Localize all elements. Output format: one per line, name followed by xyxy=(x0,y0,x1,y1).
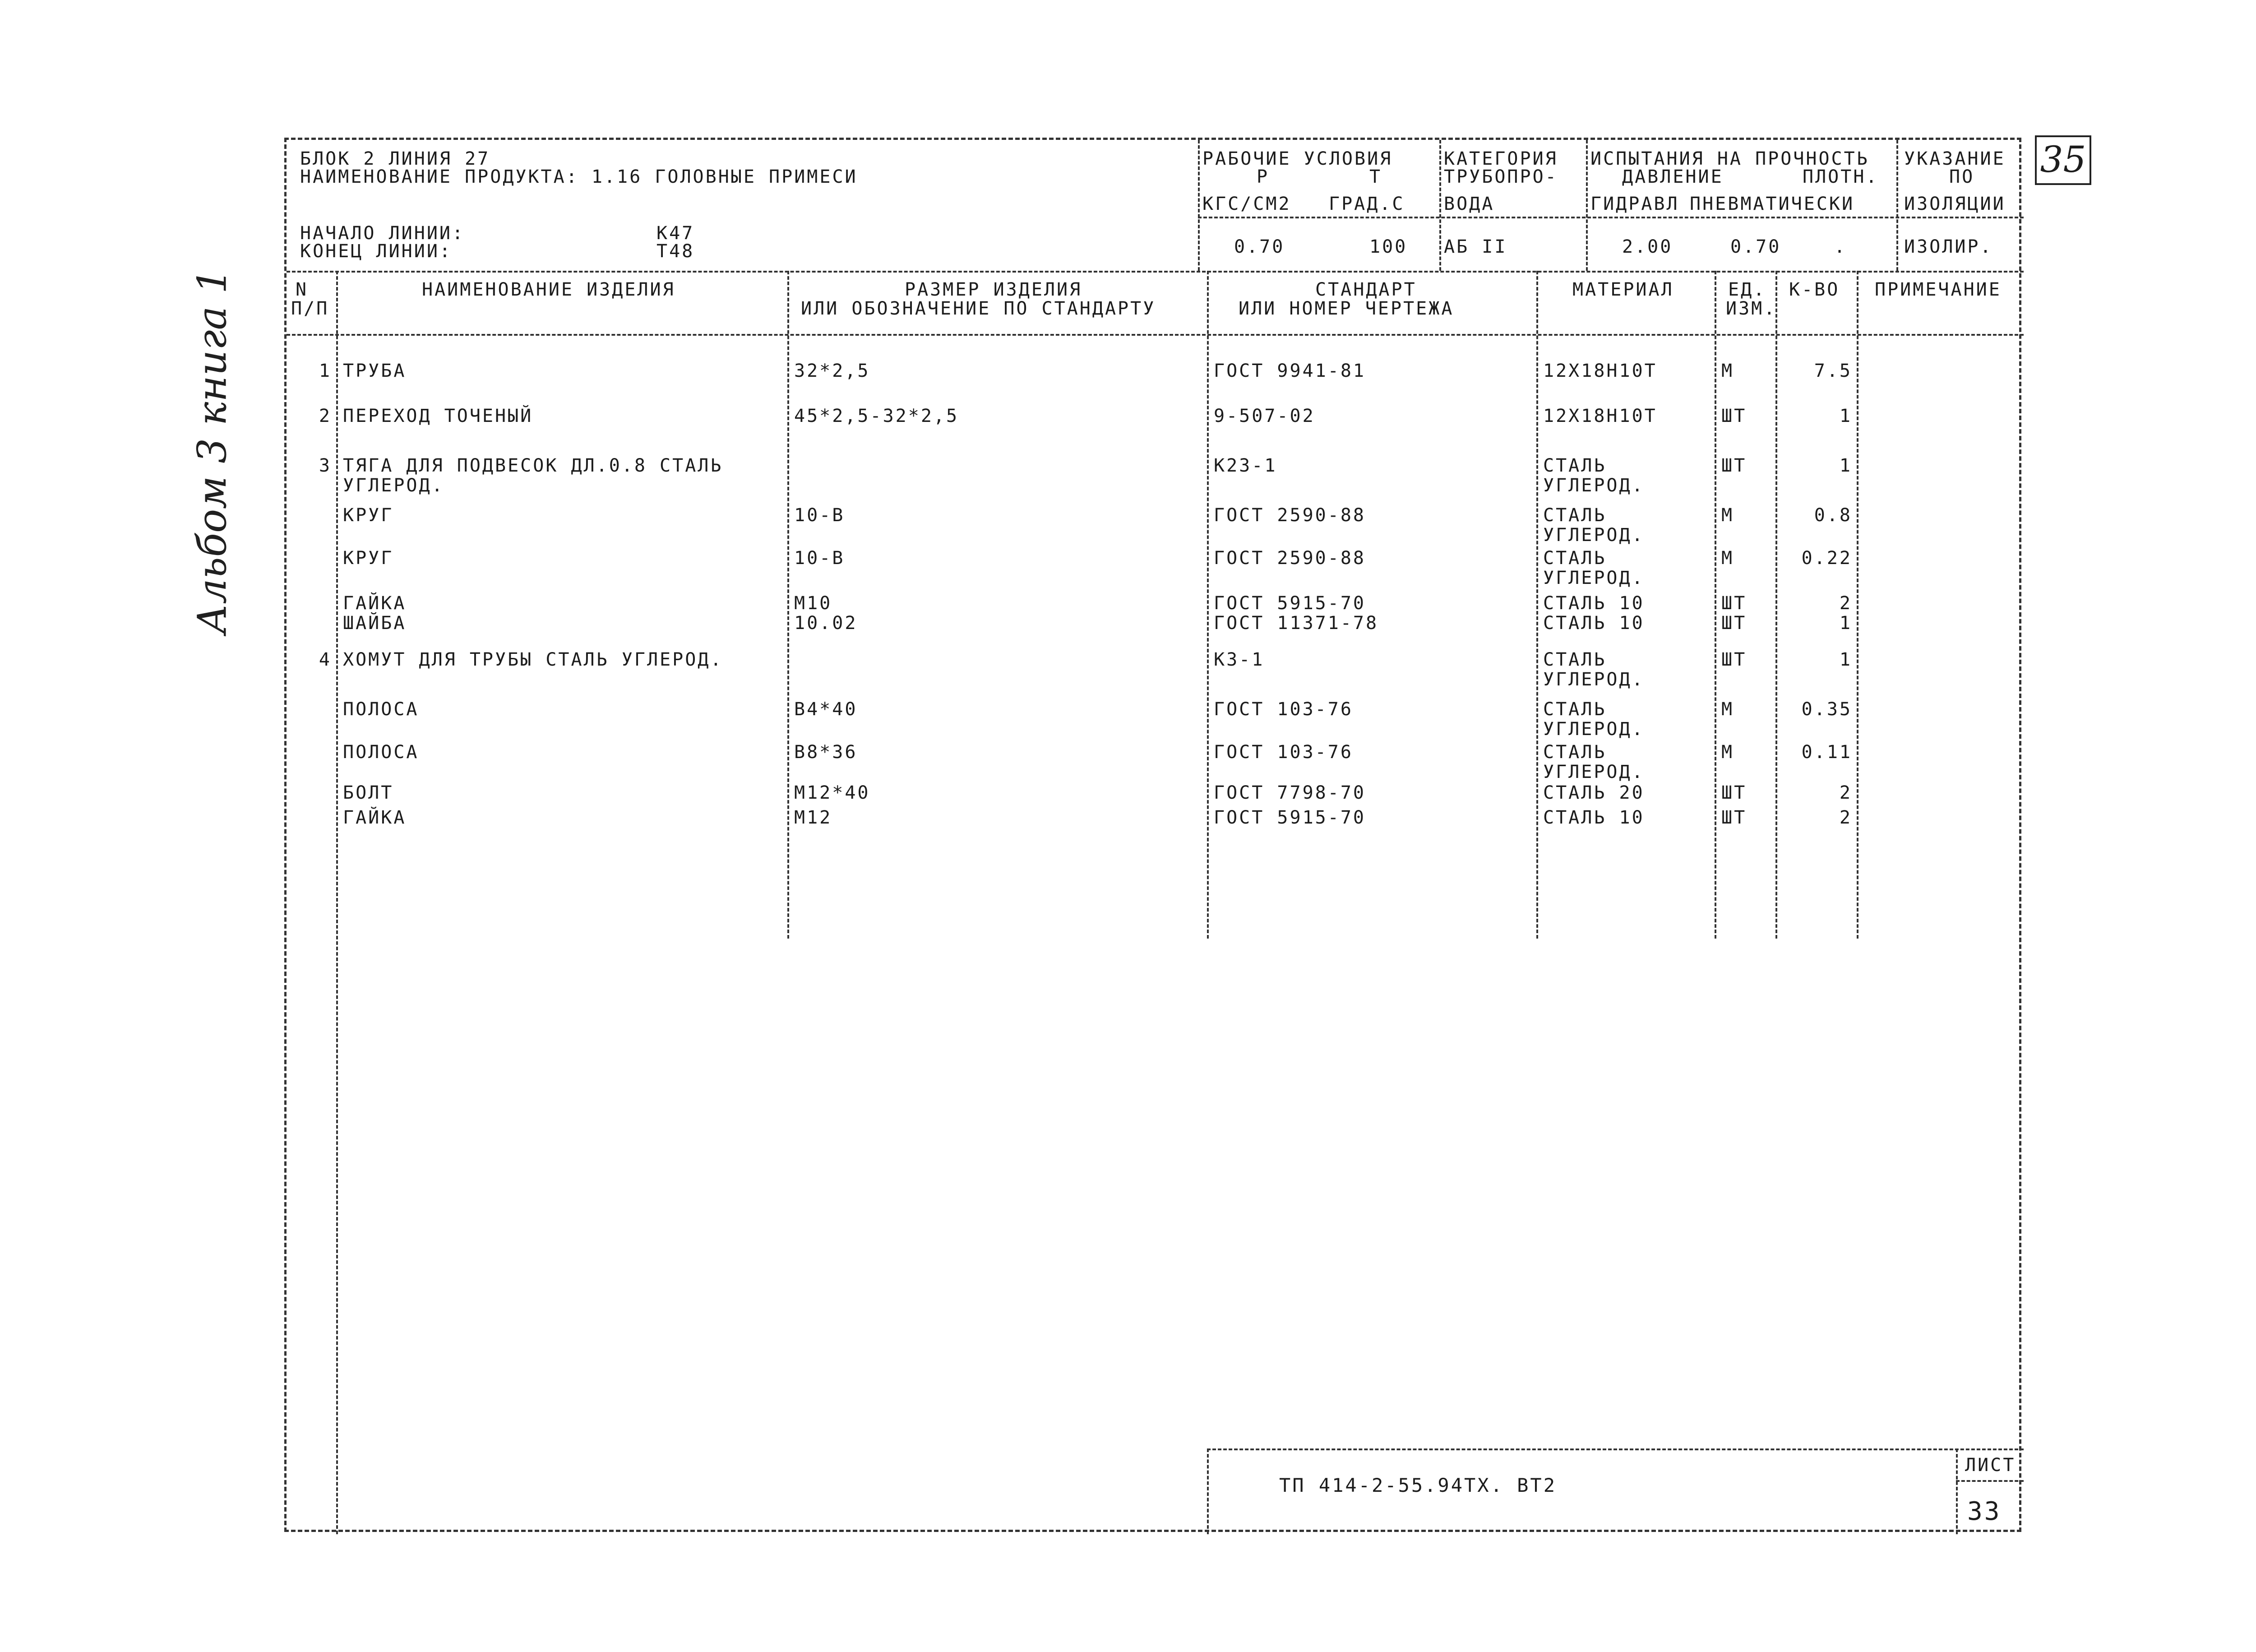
insulation-label-1: УКАЗАНИЕ xyxy=(1904,148,2006,169)
density-value: . xyxy=(1834,236,1847,257)
header-sep-3 xyxy=(1586,140,1588,271)
line-start-label: НАЧАЛО ЛИНИИ: xyxy=(300,223,465,244)
cell-unit: ШТ xyxy=(1721,782,1747,803)
cell-std: ГОСТ 2590-88 xyxy=(1214,548,1366,569)
cell-qty: 2 xyxy=(1839,807,1852,828)
insulation-value: ИЗОЛИР. xyxy=(1904,236,1993,257)
pneumatic-value: 0.70 xyxy=(1730,236,1781,257)
category-label-2: ТРУБОПРО- xyxy=(1444,167,1558,187)
cell-qty: 7.5 xyxy=(1814,361,1852,381)
table-row xyxy=(287,456,2024,499)
line-start-value: К47 xyxy=(656,223,695,244)
cell-unit: М xyxy=(1721,742,1734,763)
table-row xyxy=(287,593,2024,637)
cell-mat: СТАЛЬ 10 xyxy=(1543,807,1645,828)
block-line: БЛОК 2 ЛИНИЯ 27 xyxy=(300,148,490,169)
cell-name: ПОЛОСА xyxy=(343,699,419,720)
cell-size: В4*40 xyxy=(794,699,858,720)
cell-mat: СТАЛЬ УГЛЕРОД. xyxy=(1543,649,1645,690)
cell-unit: М xyxy=(1721,361,1734,381)
cell-qty: 1 xyxy=(1839,406,1852,426)
cell-qty: 0.35 xyxy=(1801,699,1852,720)
table-row xyxy=(287,699,2024,743)
test-label-3: ПЛОТН. xyxy=(1803,167,1879,187)
cell-std: ГОСТ 2590-88 xyxy=(1214,505,1366,526)
cell-size: 32*2,5 xyxy=(794,361,870,381)
table-row xyxy=(287,650,2024,693)
col-std-1: СТАНДАРТ xyxy=(1315,279,1417,300)
working-conditions: РАБОЧИЕ УСЛОВИЯ xyxy=(1202,148,1393,169)
cell-std: К23-1 xyxy=(1214,455,1277,476)
cell-qty: 2 1 xyxy=(1839,593,1852,634)
cell-qty: 2 xyxy=(1839,782,1852,803)
pneumatic-label: ПНЕВМАТИЧЕСКИ xyxy=(1690,194,1855,214)
cell-size: 10-В xyxy=(794,505,845,526)
cell-std: К3-1 xyxy=(1214,649,1265,670)
table-row xyxy=(287,808,2024,851)
cell-mat: СТАЛЬ 20 xyxy=(1543,782,1645,803)
cell-qty: 1 xyxy=(1839,455,1852,476)
cell-mat: СТАЛЬ УГЛЕРОД. xyxy=(1543,742,1645,782)
cell-std: ГОСТ 103-76 xyxy=(1214,742,1353,763)
sheet-number: 33 xyxy=(1967,1497,2002,1526)
header-bottom-line xyxy=(287,271,2024,273)
t-unit: ГРАД.С xyxy=(1329,194,1405,214)
table-row xyxy=(287,361,2024,404)
title-block-top xyxy=(1207,1448,2024,1450)
header-sep-2 xyxy=(1439,140,1441,271)
title-block-left xyxy=(1207,1448,1209,1534)
cell-qty: 1 xyxy=(1839,649,1852,670)
p-label: Р xyxy=(1257,167,1270,187)
page-stamp: 35 xyxy=(2035,135,2091,185)
cell-size: М12*40 xyxy=(794,782,870,803)
insulation-label-3: ИЗОЛЯЦИИ xyxy=(1904,194,2006,214)
cell-size: 45*2,5-32*2,5 xyxy=(794,406,959,426)
cell-mat: СТАЛЬ УГЛЕРОД. xyxy=(1543,548,1645,588)
cell-name: ХОМУТ ДЛЯ ТРУБЫ СТАЛЬ УГЛЕРОД. xyxy=(343,649,723,670)
cell-unit: М xyxy=(1721,699,1734,720)
cell-name: КРУГ xyxy=(343,505,394,526)
cell-name: ГАЙКА ШАЙБА xyxy=(343,593,407,634)
col-std-2: ИЛИ НОМЕР ЧЕРТЕЖА xyxy=(1239,298,1454,319)
cell-unit: М xyxy=(1721,505,1734,526)
cell-unit: ШТ xyxy=(1721,807,1747,828)
hydraulic-value: 2.00 xyxy=(1622,236,1673,257)
col-num-1: N xyxy=(296,279,309,300)
temperature-value: 100 xyxy=(1369,236,1408,257)
table-row xyxy=(287,406,2024,449)
cell-size: 10-В xyxy=(794,548,845,569)
cell-mat: СТАЛЬ 10 СТАЛЬ 10 xyxy=(1543,593,1645,634)
cell-mat: СТАЛЬ УГЛЕРОД. xyxy=(1543,699,1645,740)
cell-std: ГОСТ 5915-70 xyxy=(1214,807,1366,828)
cell-name: ПЕРЕХОД ТОЧЕНЫЙ xyxy=(343,406,533,426)
cell-std: 9-507-02 xyxy=(1214,406,1315,426)
test-label-1: ИСПЫТАНИЯ НА ПРОЧНОСТЬ xyxy=(1590,148,1869,169)
cell-mat: СТАЛЬ УГЛЕРОД. xyxy=(1543,455,1645,496)
category-label-1: КАТЕГОРИЯ xyxy=(1444,148,1558,169)
sheet-label: ЛИСТ xyxy=(1965,1455,2016,1476)
cell-num: 1 xyxy=(319,361,332,381)
insulation-label-2: ПО xyxy=(1949,167,1975,187)
cell-qty: 0.8 xyxy=(1814,505,1852,526)
cell-mat: 12Х18Н10Т xyxy=(1543,406,1657,426)
title-block-sheet-sep xyxy=(1956,1448,1958,1534)
cell-num: 4 xyxy=(319,649,332,670)
col-name: НАИМЕНОВАНИЕ ИЗДЕЛИЯ xyxy=(422,279,675,300)
cell-size: М12 xyxy=(794,807,832,828)
cell-std: ГОСТ 9941-81 xyxy=(1214,361,1366,381)
cell-unit: ШТ xyxy=(1721,455,1747,476)
col-size-1: РАЗМЕР ИЗДЕЛИЯ xyxy=(905,279,1082,300)
columns-bottom-line xyxy=(287,334,2024,336)
cell-mat: СТАЛЬ УГЛЕРОД. xyxy=(1543,505,1645,546)
cell-mat: 12Х18Н10Т xyxy=(1543,361,1657,381)
cell-name: ПОЛОСА xyxy=(343,742,419,763)
category-label-3: ВОДА xyxy=(1444,194,1495,214)
p-unit: КГС/СМ2 xyxy=(1202,194,1291,214)
cell-size: В8*36 xyxy=(794,742,858,763)
cell-unit: ШТ xyxy=(1721,406,1747,426)
col-num-2: П/П xyxy=(291,298,329,319)
product-name: НАИМЕНОВАНИЕ ПРОДУКТА: 1.16 ГОЛОВНЫЕ ПРИМЕСИ xyxy=(300,167,858,187)
sheet-label-line xyxy=(1956,1480,2024,1482)
table-row xyxy=(287,742,2024,786)
cell-std: ГОСТ 5915-70 ГОСТ 11371-78 xyxy=(1214,593,1379,634)
header-divider xyxy=(1198,217,2024,218)
header-sep-4 xyxy=(1896,140,1898,271)
cell-name: БОЛТ xyxy=(343,782,394,803)
header-sep-1 xyxy=(1198,140,1200,271)
t-label: Т xyxy=(1369,167,1382,187)
col-size-2: ИЛИ ОБОЗНАЧЕНИЕ ПО СТАНДАРТУ xyxy=(801,298,1156,319)
cell-std: ГОСТ 7798-70 xyxy=(1214,782,1366,803)
cell-size: М10 10.02 xyxy=(794,593,858,634)
col-unit-1: ЕД. xyxy=(1728,279,1766,300)
col-note: ПРИМЕЧАНИЕ xyxy=(1875,279,2002,300)
document-code: ТП 414-2-55.94ТХ. ВТ2 xyxy=(1279,1474,1557,1496)
cell-name: ГАЙКА xyxy=(343,807,407,828)
cell-name: ТЯГА ДЛЯ ПОДВЕСОК ДЛ.0.8 СТАЛЬ УГЛЕРОД. xyxy=(343,455,723,496)
cell-num: 2 xyxy=(319,406,332,426)
cell-unit: ШТ ШТ xyxy=(1721,593,1747,634)
line-end-value: Т48 xyxy=(656,241,695,262)
cell-name: КРУГ xyxy=(343,548,394,569)
cell-qty: 0.11 xyxy=(1801,742,1852,763)
table-row xyxy=(287,548,2024,592)
specification-sheet xyxy=(284,138,2021,1532)
pressure-value: 0.70 xyxy=(1234,236,1285,257)
cell-name: ТРУБА xyxy=(343,361,407,381)
cell-qty: 0.22 xyxy=(1801,548,1852,569)
col-qty: К-ВО xyxy=(1789,279,1840,300)
table-row xyxy=(287,505,2024,549)
col-unit-2: ИЗМ. xyxy=(1726,298,1777,319)
test-label-2: ДАВЛЕНИЕ xyxy=(1622,167,1724,187)
album-note: Альбом 3 книга 1 xyxy=(189,268,236,634)
hydraulic-label: ГИДРАВЛ xyxy=(1590,194,1679,214)
cell-std: ГОСТ 103-76 xyxy=(1214,699,1353,720)
cell-unit: ШТ xyxy=(1721,649,1747,670)
category-value: АБ II xyxy=(1444,236,1507,257)
col-material: МАТЕРИАЛ xyxy=(1572,279,1674,300)
cell-num: 3 xyxy=(319,455,332,476)
line-end-label: КОНЕЦ ЛИНИИ: xyxy=(300,241,452,262)
cell-unit: М xyxy=(1721,548,1734,569)
